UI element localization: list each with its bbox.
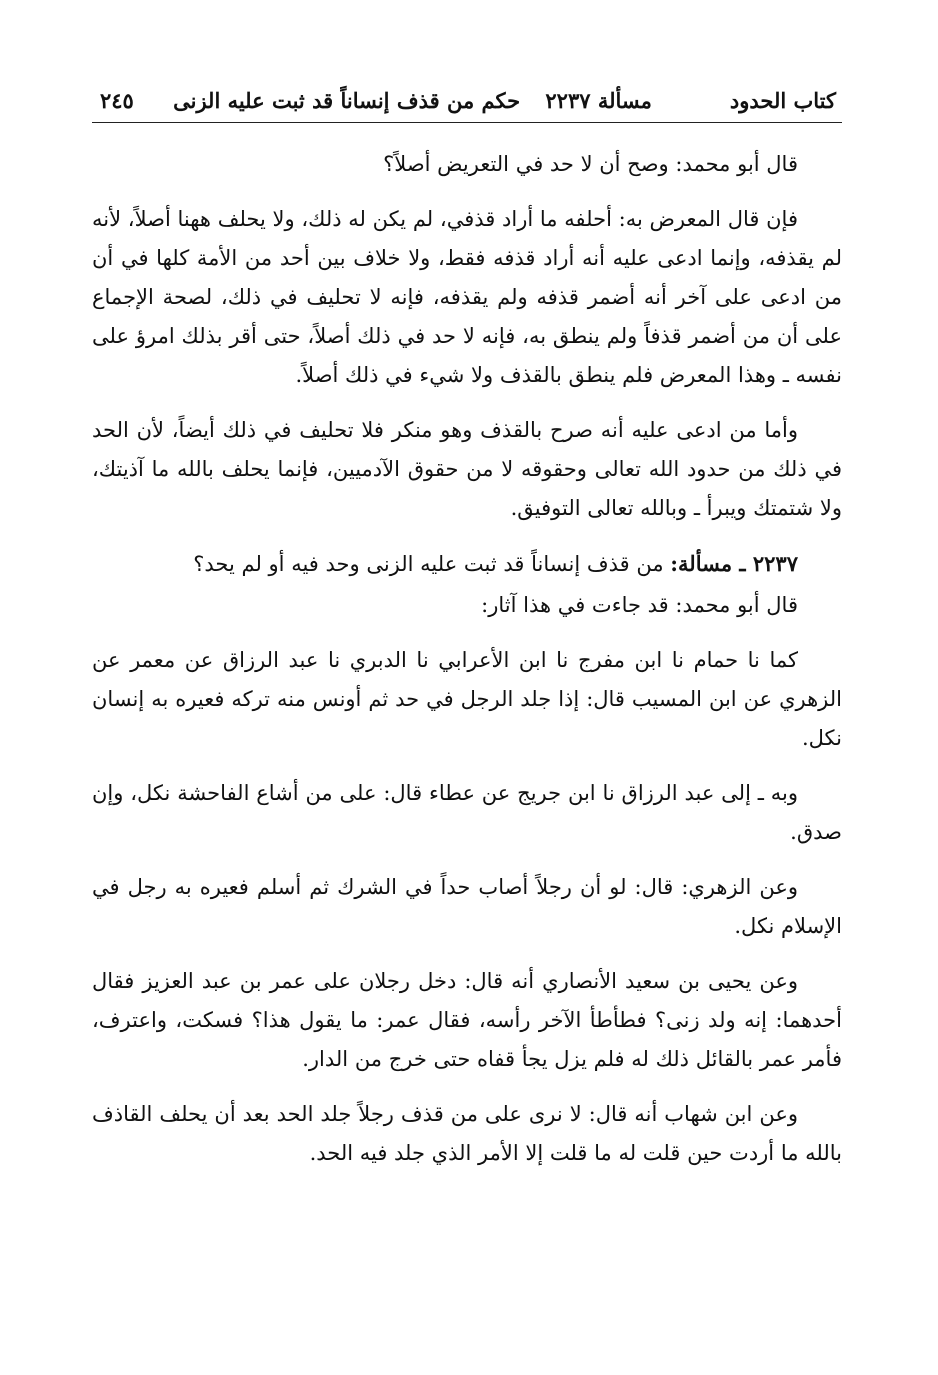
header-rule <box>92 122 842 123</box>
book-title: كتاب الحدود <box>729 88 836 113</box>
paragraph: وعن يحيى بن سعيد الأنصاري أنه قال: دخل رجلان على عمر بن عبد العزيز فقال أحدهما: إنه ولد زنى؟ فطأطأ الآخر رأسه، فقال عمر: ما يقول هذا؟ فسكت، واعترف، فأمر عمر بالقائل ذلك له فلم يزل يجأ قفاه حتى خرج من الدار. <box>92 969 842 1071</box>
issue-heading <box>134 84 652 118</box>
running-header <box>92 84 842 118</box>
paragraph: كما نا حمام نا ابن مفرج نا ابن الأعرابي نا الدبري نا عبد الرزاق عن معمر عن الزهري عن ابن المسيب قال: إذا جلد الرجل في حد ثم أونس منه تركه فعيره به إنسان نكل. <box>92 648 842 750</box>
paragraph: فإن قال المعرض به: أحلفه ما أراد قذفي، لم يكن له ذلك، ولا يحلف ههنا أصلاً، لأنه لم يقذفه، وإنما ادعى عليه أنه أراد قذفه فقط، ولا خلاف بين أحد من الأمة كلها في أن من ادعى على آخر أنه أضمر قذفه ولم يقذفه، فإنه لا تحليف في ذلك، لصحة الإجماع على أن من أضمر قذفاً ولم ينطق به، فإنه لا حد في ذلك أصلاً، حتى أقر بذلك امرؤ على نفسه ـ وهذا المعرض فلم ينطق بالقذف ولا شيء في ذلك أصلاً. <box>92 207 842 387</box>
paragraph: وبه ـ إلى عبد الرزاق نا ابن جريج عن عطاء قال: على من أشاع الفاحشة نكل، وإن صدق. <box>92 781 842 844</box>
paragraph: قال أبو محمد: وصح أن لا حد في التعريض أصلاً؟ <box>383 152 798 176</box>
page-number: ٢٤٥ <box>100 88 134 113</box>
issue-number: مسألة ٢٢٣٧ <box>545 88 652 113</box>
paragraph: وعن ابن شهاب أنه قال: لا نرى على من قذف رجلاً جلد الحد بعد أن يحلف القاذف بالله ما أردت حين قلت له ما قلت إلا الأمر الذي جلد فيه الحد. <box>92 1102 842 1165</box>
issue-title: حكم من قذف إنساناً قد ثبت عليه الزنى <box>173 88 521 113</box>
paragraph: وعن الزهري: قال: لو أن رجلاً أصاب حداً في الشرك ثم أسلم فعيره به رجل في الإسلام نكل. <box>92 875 842 938</box>
paragraph: وأما من ادعى عليه أنه صرح بالقذف وهو منكر فلا تحليف في ذلك أيضاً، لأن الحد في ذلك من حدود الله تعالى وحقوقه لا من حقوق الآدميين، فإنما يحلف بالله ما آذيتك، ولا شتمتك ويبرأ ـ وبالله تعالى التوفيق. <box>92 418 842 520</box>
page-body <box>92 145 842 1173</box>
paragraph: قال أبو محمد: قد جاءت في هذا آثار: <box>481 593 798 617</box>
issue-label: ٢٢٣٧ ـ مسألة: <box>670 551 798 576</box>
issue-question: من قذف إنساناً قد ثبت عليه الزنى وحد فيه أو لم يحد؟ <box>193 552 664 576</box>
book-page <box>92 84 842 1189</box>
issue-statement <box>92 544 842 584</box>
